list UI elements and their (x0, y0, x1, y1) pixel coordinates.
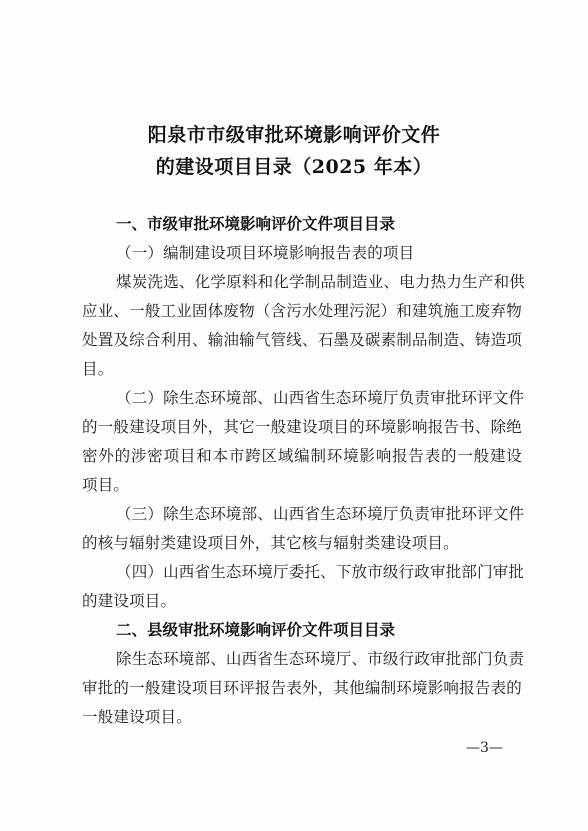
subsection-1-heading: （一）编制建设项目环境影响报告表的项目 (116, 244, 415, 262)
paragraph-line: （四）山西省生态环境厅委托、下放市级行政审批部门审批 (116, 563, 525, 581)
paragraph-line: 的建设项目。 (82, 592, 177, 610)
paragraph-line: （三）除生态环境部、山西省生态环境厅负责审批环评文件 (116, 505, 525, 523)
paragraph-line: 煤炭洗选、化学原料和化学制品制造业、电力热力生产和供 (116, 273, 525, 291)
paragraph-line: 项目。 (82, 476, 130, 494)
page-number: —3— (466, 740, 503, 756)
section-1-heading: 一、市级审批环境影响评价文件项目目录 (116, 215, 396, 233)
paragraph-line: （二）除生态环境部、山西省生态环境厅负责审批环评文件 (116, 389, 525, 407)
paragraph-line: 一般建设项目。 (82, 708, 192, 726)
paragraph-line: 处置及综合利用、输油输气管线、石墨及碳素制品制造、铸造项 (82, 331, 522, 349)
section-2-heading: 二、县级审批环境影响评价文件项目目录 (116, 621, 396, 639)
document-title-line-2: 的建设项目目录（2025 年本） (155, 156, 433, 178)
paragraph-line: 密外的涉密项目和本市跨区域编制环境影响报告表的一般建设 (82, 447, 522, 465)
paragraph-line: 应业、一般工业固体废物（含污水处理污泥）和建筑施工废弃物 (82, 302, 522, 320)
document-title-line-1: 阳泉市市级审批环境影响评价文件 (147, 124, 441, 146)
paragraph-line: 除生态环境部、山西省生态环境厅、市级行政审批部门负责 (116, 650, 525, 668)
paragraph-line: 的核与辐射类建设项目外，其它核与辐射类建设项目。 (82, 534, 459, 552)
paragraph-line: 目。 (82, 360, 114, 378)
paragraph-line: 的一般建设项目外，其它一般建设项目的环境影响报告书、除绝 (82, 418, 522, 436)
paragraph-line: 审批的一般建设项目环评报告表外，其他编制环境影响报告表的 (82, 679, 522, 697)
